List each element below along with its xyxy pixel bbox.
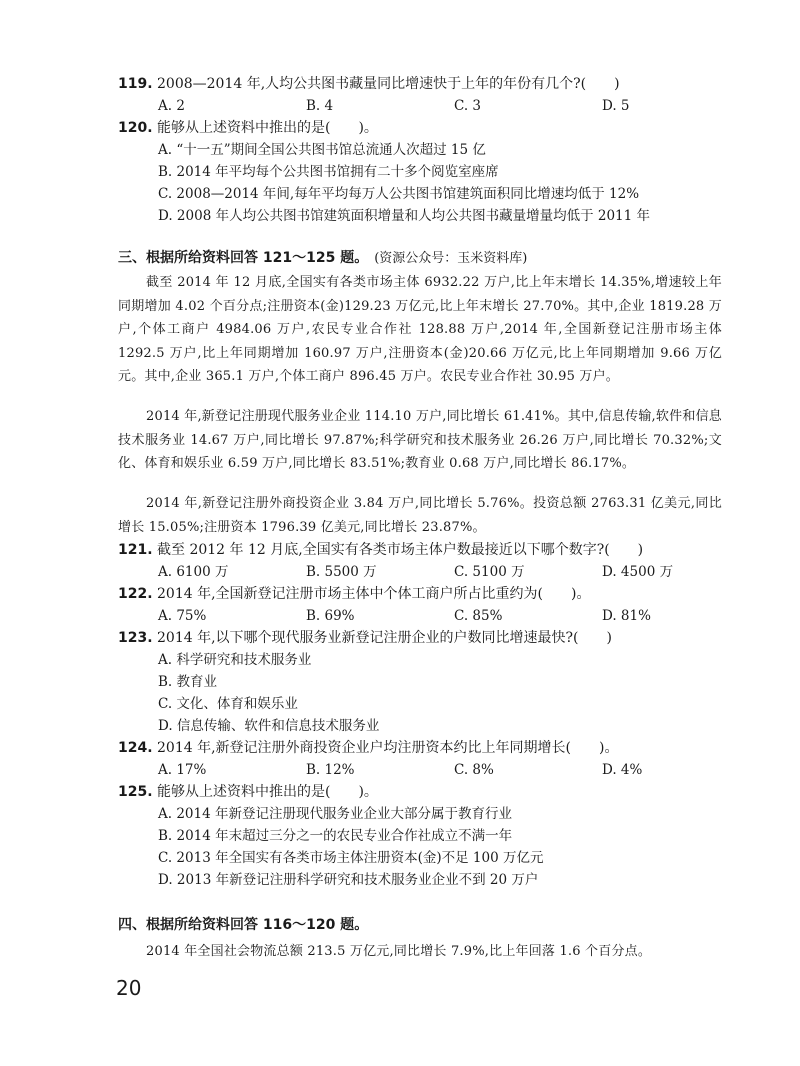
option-a: A. 6100 万 (158, 564, 229, 580)
option-d: D. 4% (602, 762, 643, 778)
question-124 (118, 737, 618, 759)
option-c: C. 3 (454, 98, 482, 114)
options-119 (158, 95, 630, 117)
section-title: 三、根据所给资料回答 121～125 题。 (118, 250, 369, 266)
question-119 (118, 73, 620, 95)
options-124 (158, 759, 642, 781)
option-a: A. 17% (158, 762, 207, 778)
question-121 (118, 539, 643, 561)
option-d: D. 5 (602, 98, 630, 114)
question-120 (118, 117, 378, 139)
question-text: 2014 年,以下哪个现代服务业新登记注册企业的户数同比增速最快?( ) (157, 630, 612, 646)
section-heading-3 (118, 247, 527, 270)
question-number: 120. (118, 120, 153, 136)
option-b: B. 12% (306, 762, 355, 778)
section-heading-4 (118, 914, 368, 936)
option-c: C. 85% (454, 608, 503, 624)
option-c: C. 文化、体育和娱乐业 (158, 696, 298, 712)
option-b: B. 2014 年平均每个公共图书馆拥有二十多个阅览室座席 (158, 164, 499, 180)
option-b: B. 2014 年末超过三分之一的农民专业合作社成立不满一年 (158, 828, 513, 844)
option-c: C. 5100 万 (454, 564, 525, 580)
material-paragraph-3: 2014 年,新登记注册外商投资企业 3.84 万户,同比增长 5.76%。投资总额 2763.31 亿美元,同比增长 15.05%;注册资本 1796.39 亿美元,同比增长 23.87%。 (118, 496, 722, 535)
option-c: C. 8% (454, 762, 494, 778)
option-d: D. 4500 万 (602, 564, 674, 580)
question-number: 119. (118, 76, 153, 92)
question-number: 125. (118, 784, 153, 800)
question-number: 122. (118, 586, 153, 602)
question-text: 能够从上述资料中推出的是( )。 (157, 120, 378, 136)
question-number: 123. (118, 630, 153, 646)
page-number: 20 (116, 976, 142, 1000)
option-a: A. 科学研究和技术服务业 (158, 652, 312, 668)
options-122 (158, 605, 651, 627)
question-125 (118, 781, 378, 803)
question-122 (118, 583, 590, 605)
option-b: B. 69% (306, 608, 355, 624)
question-number: 121. (118, 542, 153, 558)
option-d: D. 81% (602, 608, 651, 624)
question-text: 2014 年,全国新登记注册市场主体中个体工商户所占比重约为( )。 (157, 586, 591, 602)
question-text: 2014 年,新登记注册外商投资企业户均注册资本约比上年同期增长( )。 (157, 740, 619, 756)
material-paragraph-4: 2014 年全国社会物流总额 213.5 万亿元,同比增长 7.9%,比上年回落 1.6 个百分点。 (146, 944, 652, 959)
option-c: C. 2008—2014 年间,每年平均每万人公共图书馆建筑面积同比增速均低于 12% (158, 186, 640, 202)
option-c: C. 2013 年全国实有各类市场主体注册资本(金)不足 100 万亿元 (158, 850, 544, 866)
question-text: 2008—2014 年,人均公共图书藏量同比增速快于上年的年份有几个?( ) (157, 76, 620, 92)
question-text: 截至 2012 年 12 月底,全国实有各类市场主体户数最接近以下哪个数字?( ) (157, 542, 644, 558)
option-d: D. 2013 年新登记注册科学研究和技术服务业企业不到 20 万户 (158, 872, 539, 888)
section-title: 四、根据所给资料回答 116～120 题。 (118, 917, 369, 933)
question-123 (118, 627, 612, 649)
option-a: A. 2 (158, 98, 185, 114)
question-number: 124. (118, 740, 153, 756)
option-a: A. 75% (158, 608, 207, 624)
material-paragraph-2: 2014 年,新登记注册现代服务业企业 114.10 万户,同比增长 61.41%。其中,信息传输,软件和信息技术服务业 14.67 万户,同比增长 97.87%;科学研究和技术服务业 26.26 万户,同比增长 70.32%;文化、体育和娱乐业 6.59 万户,同比增长 83.51%;教育业 0.68 万户,同比增长 86.17%。 (118, 409, 722, 471)
option-a: A. “十一五”期间全国公共图书馆总流通人次超过 15 亿 (158, 142, 486, 158)
options-121 (158, 561, 673, 583)
option-b: B. 教育业 (158, 674, 218, 690)
material-paragraph-1: 截至 2014 年 12 月底,全国实有各类市场主体 6932.22 万户,比上年末增长 14.35%,增速较上年同期增加 4.02 个百分点;注册资本(金)129.23 万亿元,比上年末增长 27.70%。其中,企业 1819.28 万户,个体工商户 4984.06 万户,农民专业合作社 128.88 万户,2014 年,全国新登记注册市场主体 1292.5 万户,比上年同期增加 160.97 万户,注册资本(金)20.66 万亿元,比上年同期增加 9.66 万亿元。其中,企业 365.1 万户,个体工商户 896.45 万户。农民专业合作社 30.95 万户。 (118, 275, 722, 384)
option-a: A. 2014 年新登记注册现代服务业企业大部分属于教育行业 (158, 806, 512, 822)
question-text: 能够从上述资料中推出的是( )。 (157, 784, 378, 800)
option-d: D. 信息传输、软件和信息技术服务业 (158, 718, 380, 734)
source-note: (资源公众号：玉米资料库) (374, 251, 528, 266)
option-d: D. 2008 年人均公共图书馆建筑面积增量和人均公共图书藏量增量均低于 2011 年 (158, 208, 651, 224)
option-b: B. 4 (306, 98, 334, 114)
option-b: B. 5500 万 (306, 564, 377, 580)
